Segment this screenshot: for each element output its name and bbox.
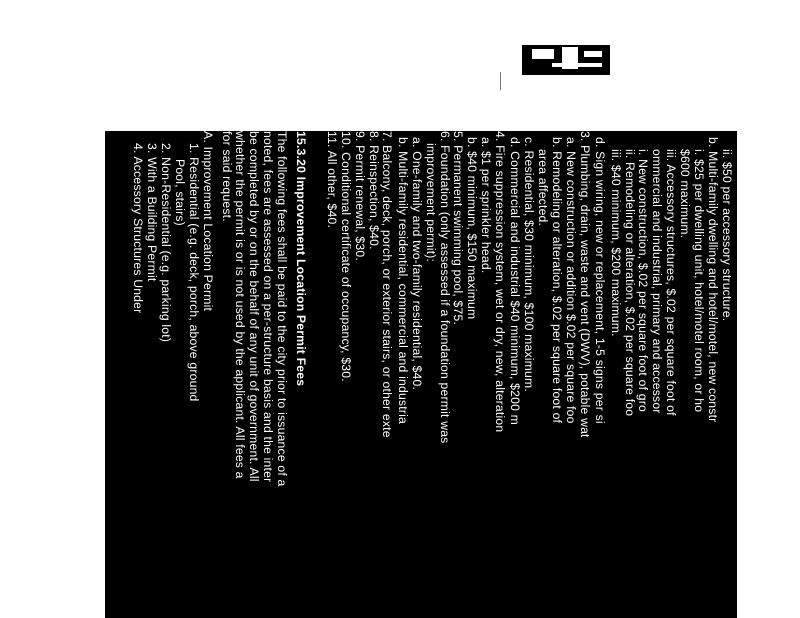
header-stamp — [522, 45, 610, 75]
document-line: A. Improvement Location Permit — [200, 131, 215, 312]
document-line: d. Sign wiring, new or replacement, 1-5 signs per si — [593, 137, 608, 424]
scanned-page — [105, 131, 737, 618]
document-line: $600 maximum. — [678, 149, 693, 239]
document-line: ii. $50 per accessory structure. — [719, 149, 734, 322]
document-line: iii. $40 minimum, $200 maximum. — [608, 149, 623, 337]
document-line: iii. Accessory structures, $.02 per square foot of — [664, 149, 679, 416]
document-line: 9. Permit renewal, $30. — [352, 131, 367, 261]
document-line: a. New construction or addition $.02 per square foo — [563, 137, 578, 424]
document-line: a. $1 per sprinkler head. — [479, 137, 494, 274]
scan-mark — [500, 72, 501, 90]
document-line: c. Residential, $30 minimum, $100 maximum. — [522, 137, 537, 392]
document-line: 7. Balcony, deck, porch, or exterior stairs, or other exte — [380, 131, 395, 438]
document-line: i. $25 per dwelling unit, hotel/motel room, or ho — [691, 149, 706, 413]
document-line: Pool, stairs) — [172, 159, 187, 226]
document-line: 2. Non-Residential (e.g. parking lot) — [159, 143, 174, 343]
document-line: 5. Permanent swimming pool, $75. — [451, 131, 466, 326]
document-line: 4. Accessory Structures Under — [131, 143, 146, 314]
document-line: The following fees shall be paid to the city prior to issuance of a — [274, 131, 289, 487]
document-line: area affected. — [536, 149, 551, 227]
document-line: b. Multi-family residential, commercial and industria — [396, 137, 411, 424]
document-line: 10. Conditional certificate of occupancy, $30. — [338, 131, 353, 382]
document-line: ii. Remodeling or alteration, $.02 per square foo — [622, 149, 637, 417]
document-line: b. Multi-family dwelling and hotel/motel, new constr — [705, 137, 720, 423]
document-line: 3. With a Building Permit — [145, 143, 160, 282]
document-line: 8. Reinspection, $40. — [366, 131, 381, 250]
document-line: i. New construction, $.02 per square foot of gro — [636, 149, 651, 412]
section-heading: 15.3.20 Improvement Location Permit Fees — [293, 131, 308, 387]
document-line: a. One-family and two-family residential, $40. — [409, 137, 424, 391]
document-line: 1. Residential (e.g. deck, porch, above ground — [186, 143, 201, 402]
document-line: whether the permit is or is not used by the applicant. All fees a — [233, 131, 248, 479]
document-line: b. $40 minimum, $150 maximum — [465, 137, 480, 320]
rotated-text-block — [105, 131, 737, 618]
document-line: for said request. — [219, 131, 234, 222]
document-line: noted, fees are assessed on a per-structure basis and the inter — [261, 131, 276, 483]
document-line: 4. Fire suppression system, wet or dry, new, alteration — [492, 131, 507, 433]
document-line: 3. Plumbing, drain, waste and vent (DWV), potable wat — [577, 131, 592, 438]
document-line: ommercial and industrial, primary and accessor — [650, 149, 665, 414]
document-line: 11. All other, $40. — [325, 131, 340, 229]
document-line: b. Remodeling or alteration, $.02 per square foot of — [550, 137, 564, 424]
document-line: d. Commercial and industrial $40 minimum, $200 m — [508, 137, 523, 425]
document-line: be completed by or on the behalf of any unit of government. All — [247, 131, 262, 482]
document-line: improvement permit): — [423, 143, 438, 263]
document-line: 6. Foundation (only assessed if a foundation permit was — [437, 131, 452, 444]
